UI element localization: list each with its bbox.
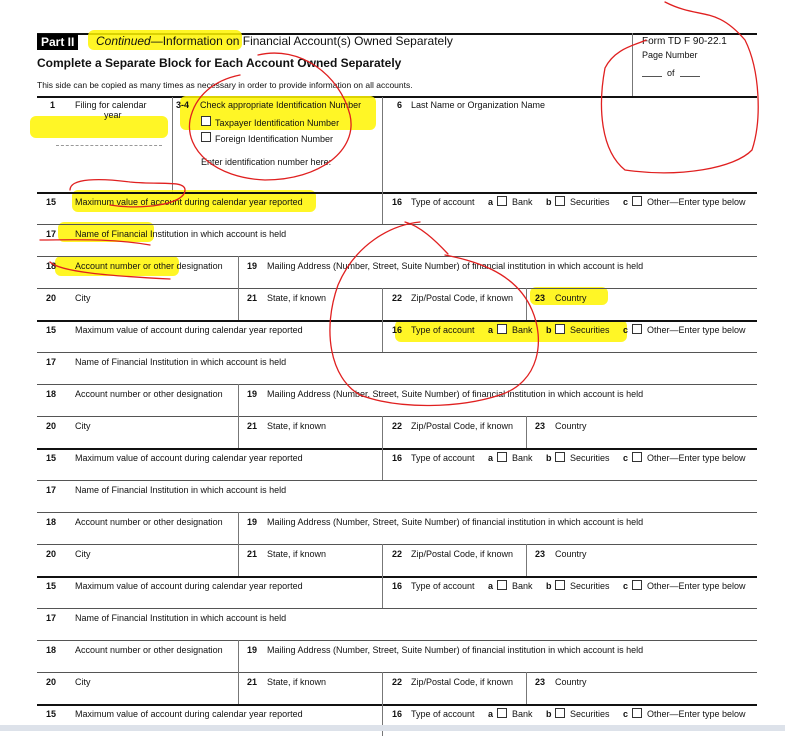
- field19-num: 19: [247, 389, 258, 399]
- field18-num: 18: [46, 261, 57, 271]
- column-divider: [238, 512, 239, 544]
- bank-checkbox[interactable]: [497, 196, 507, 206]
- row-divider: [37, 544, 757, 545]
- field20-num: 20: [46, 421, 57, 431]
- part-title-text: —Information on Financial Account(s) Owned Separately: [150, 34, 453, 48]
- bank-checkbox[interactable]: [497, 708, 507, 718]
- securities-label: Securities: [570, 325, 610, 335]
- field20-num: 20: [46, 549, 57, 559]
- field16-num: 16: [392, 453, 403, 463]
- column-divider: [238, 384, 239, 416]
- other-label: Other—Enter type below: [647, 197, 746, 207]
- account-number-input[interactable]: [75, 272, 230, 286]
- foreign-id-label: Foreign Identification Number: [215, 134, 334, 144]
- field18-label: Account number or other designation: [75, 517, 223, 527]
- column-divider: [382, 448, 383, 480]
- max-value-input[interactable]: [75, 208, 375, 222]
- max-value-input[interactable]: [75, 592, 375, 606]
- row-divider: [37, 608, 757, 609]
- row-divider: [37, 640, 757, 641]
- field21-label: State, if known: [267, 549, 327, 559]
- mailing-address-input[interactable]: [267, 272, 747, 286]
- field19-label: Mailing Address (Number, Street, Suite Number) of financial institution in which account is held: [267, 517, 644, 527]
- securities-checkbox[interactable]: [555, 708, 565, 718]
- column-divider: [382, 192, 383, 224]
- enter-id-label: Enter identification number here:: [201, 157, 332, 167]
- field15-num: 15: [46, 709, 57, 719]
- field18-label: Account number or other designation: [75, 389, 223, 399]
- securities-label: Securities: [570, 197, 610, 207]
- field23-label: Country: [555, 293, 587, 303]
- field23-label: Country: [555, 421, 587, 431]
- option-c: c: [623, 709, 629, 719]
- field17-num: 17: [46, 613, 57, 623]
- other-checkbox[interactable]: [632, 580, 642, 590]
- field18-label: Account number or other designation: [75, 261, 223, 271]
- field22-label: Zip/Postal Code, if known: [411, 293, 514, 303]
- field15-num: 15: [46, 325, 57, 335]
- bank-label: Bank: [512, 709, 533, 719]
- row-divider: [37, 224, 757, 225]
- field21-label: State, if known: [267, 677, 327, 687]
- column-divider: [238, 672, 239, 704]
- field23-num: 23: [535, 677, 546, 687]
- other-label: Other—Enter type below: [647, 453, 746, 463]
- securities-checkbox[interactable]: [555, 324, 565, 334]
- field16-num: 16: [392, 325, 403, 335]
- securities-checkbox[interactable]: [555, 580, 565, 590]
- option-a: a: [488, 453, 494, 463]
- bank-checkbox[interactable]: [497, 452, 507, 462]
- field23-label: Country: [555, 677, 587, 687]
- bank-label: Bank: [512, 581, 533, 591]
- option-a: a: [488, 325, 494, 335]
- column-divider: [382, 320, 383, 352]
- field15-num: 15: [46, 453, 57, 463]
- field21-label: State, if known: [267, 293, 327, 303]
- field16-label: Type of account: [411, 453, 475, 463]
- row-divider: [37, 288, 757, 289]
- column-divider: [382, 416, 383, 448]
- column-divider: [526, 672, 527, 704]
- field16-label: Type of account: [411, 709, 475, 719]
- other-checkbox[interactable]: [632, 452, 642, 462]
- column-divider: [382, 544, 383, 576]
- row-divider: [37, 256, 757, 257]
- option-c: c: [623, 197, 629, 207]
- field20-num: 20: [46, 677, 57, 687]
- instruction-note: This side can be copied as many times as necessary in order to provide information on all accounts.: [37, 80, 413, 90]
- field16-num: 16: [392, 709, 403, 719]
- account-number-input[interactable]: [75, 400, 230, 414]
- annotation-circle-page-number: [602, 2, 759, 173]
- option-a: a: [488, 709, 494, 719]
- item1-label: Filing for calendar: [75, 100, 147, 110]
- column-divider: [382, 704, 383, 736]
- bank-checkbox[interactable]: [497, 324, 507, 334]
- field19-num: 19: [247, 517, 258, 527]
- block-divider: [37, 704, 757, 706]
- field15-num: 15: [46, 197, 57, 207]
- securities-checkbox[interactable]: [555, 452, 565, 462]
- field23-num: 23: [535, 293, 546, 303]
- option-b: b: [546, 325, 552, 335]
- part-title: [96, 34, 453, 48]
- field16-label: Type of account: [411, 581, 475, 591]
- field21-label: State, if known: [267, 421, 327, 431]
- field17-label: Name of Financial Institution in which account is held: [75, 229, 287, 239]
- continued-label: Continued: [96, 34, 151, 48]
- page-number-label: Page Number: [642, 50, 698, 60]
- other-label: Other—Enter type below: [647, 581, 746, 591]
- other-checkbox[interactable]: [632, 196, 642, 206]
- option-c: c: [623, 581, 629, 591]
- row-divider: [37, 672, 757, 673]
- mailing-address-input[interactable]: [267, 400, 747, 414]
- item6-label: Last Name or Organization Name: [411, 100, 546, 110]
- bank-label: Bank: [512, 325, 533, 335]
- row-divider: [37, 352, 757, 353]
- field18-num: 18: [46, 517, 57, 527]
- field19-label: Mailing Address (Number, Street, Suite Number) of financial institution in which account is held: [267, 389, 644, 399]
- field18-num: 18: [46, 645, 57, 655]
- field21-num: 21: [247, 421, 258, 431]
- field21-num: 21: [247, 293, 258, 303]
- account-number-input[interactable]: [75, 528, 230, 542]
- field22-label: Zip/Postal Code, if known: [411, 421, 514, 431]
- field19-label: Mailing Address (Number, Street, Suite Number) of financial institution in which account is held: [267, 261, 644, 271]
- column-divider: [526, 416, 527, 448]
- column-divider: [238, 416, 239, 448]
- row-divider: [37, 416, 757, 417]
- form-number: Form TD F 90-22.1: [642, 36, 727, 47]
- option-b: b: [546, 709, 552, 719]
- block-divider: [37, 192, 757, 194]
- field17-num: 17: [46, 229, 57, 239]
- field19-label: Mailing Address (Number, Street, Suite Number) of financial institution in which account is held: [267, 645, 644, 655]
- field20-label: City: [75, 293, 91, 303]
- field18-label: Account number or other designation: [75, 645, 223, 655]
- option-b: b: [546, 581, 552, 591]
- subtitle: Complete a Separate Block for Each Account Owned Separately: [37, 56, 402, 70]
- field16-label: Type of account: [411, 197, 475, 207]
- highlight-year: [30, 116, 168, 138]
- option-c: c: [623, 325, 629, 335]
- option-a: a: [488, 581, 494, 591]
- bank-checkbox[interactable]: [497, 580, 507, 590]
- column-divider: [238, 640, 239, 672]
- field22-label: Zip/Postal Code, if known: [411, 549, 514, 559]
- field18-num: 18: [46, 389, 57, 399]
- institution-name-input[interactable]: [75, 368, 745, 382]
- field16-label: Type of account: [411, 325, 475, 335]
- field22-num: 22: [392, 293, 403, 303]
- field17-label: Name of Financial Institution in which account is held: [75, 613, 287, 623]
- institution-name-input[interactable]: [75, 624, 745, 638]
- field16-num: 16: [392, 197, 403, 207]
- field22-num: 22: [392, 421, 403, 431]
- block-divider: [37, 448, 757, 450]
- column-divider: [238, 288, 239, 320]
- mailing-address-input[interactable]: [267, 656, 747, 670]
- field23-num: 23: [535, 421, 546, 431]
- field21-num: 21: [247, 549, 258, 559]
- column-divider: [238, 544, 239, 576]
- field23-num: 23: [535, 549, 546, 559]
- securities-checkbox[interactable]: [555, 196, 565, 206]
- max-value-input[interactable]: [75, 464, 375, 478]
- taxpayer-id-checkbox[interactable]: [201, 116, 211, 126]
- of-label: of: [667, 68, 675, 78]
- field15-label: Maximum value of account during calendar year reported: [75, 325, 303, 335]
- column-divider: [382, 672, 383, 704]
- bank-label: Bank: [512, 197, 533, 207]
- column-divider: [382, 288, 383, 320]
- field22-num: 22: [392, 549, 403, 559]
- row-divider: [37, 512, 757, 513]
- field23-label: Country: [555, 549, 587, 559]
- item1-num: 1: [50, 100, 56, 110]
- account-number-input[interactable]: [75, 656, 230, 670]
- option-a: a: [488, 197, 494, 207]
- taxpayer-id-label: Taxpayer Identification Number: [215, 118, 340, 128]
- block-divider: [37, 320, 757, 322]
- field15-num: 15: [46, 581, 57, 591]
- field15-label: Maximum value of account during calendar year reported: [75, 197, 303, 207]
- foreign-id-checkbox[interactable]: [201, 132, 211, 142]
- field17-label: Name of Financial Institution in which account is held: [75, 485, 287, 495]
- institution-name-input[interactable]: [75, 240, 745, 254]
- column-divider: [238, 256, 239, 288]
- field16-num: 16: [392, 581, 403, 591]
- bank-label: Bank: [512, 453, 533, 463]
- field19-num: 19: [247, 645, 258, 655]
- field17-label: Name of Financial Institution in which account is held: [75, 357, 287, 367]
- block-divider: [37, 576, 757, 578]
- item6-num: 6: [397, 100, 403, 110]
- row-divider: [37, 480, 757, 481]
- option-b: b: [546, 197, 552, 207]
- other-label: Other—Enter type below: [647, 709, 746, 719]
- item34-label: Check appropriate Identification Number: [200, 100, 362, 110]
- viewer-bottom-bar: [0, 725, 785, 731]
- other-checkbox[interactable]: [632, 708, 642, 718]
- max-value-input[interactable]: [75, 336, 375, 350]
- field22-num: 22: [392, 677, 403, 687]
- field20-num: 20: [46, 293, 57, 303]
- option-c: c: [623, 453, 629, 463]
- field15-label: Maximum value of account during calendar year reported: [75, 453, 303, 463]
- field15-label: Maximum value of account during calendar year reported: [75, 709, 303, 719]
- row-divider: [37, 384, 757, 385]
- institution-name-input[interactable]: [75, 496, 745, 510]
- column-divider: [526, 288, 527, 320]
- field17-num: 17: [46, 357, 57, 367]
- securities-label: Securities: [570, 581, 610, 591]
- other-checkbox[interactable]: [632, 324, 642, 334]
- page-number-field[interactable]: [642, 66, 662, 77]
- field21-num: 21: [247, 677, 258, 687]
- item34-num: 3-4: [176, 100, 190, 110]
- part-label: Part II: [37, 34, 78, 50]
- page-total-field[interactable]: [680, 66, 700, 77]
- field20-label: City: [75, 677, 91, 687]
- field19-num: 19: [247, 261, 258, 271]
- securities-label: Securities: [570, 453, 610, 463]
- field15-label: Maximum value of account during calendar year reported: [75, 581, 303, 591]
- mailing-address-input[interactable]: [267, 528, 747, 542]
- other-label: Other—Enter type below: [647, 325, 746, 335]
- item1-label-year: year: [104, 110, 122, 120]
- column-divider: [526, 544, 527, 576]
- field20-label: City: [75, 549, 91, 559]
- field20-label: City: [75, 421, 91, 431]
- field22-label: Zip/Postal Code, if known: [411, 677, 514, 687]
- column-divider: [382, 576, 383, 608]
- field17-num: 17: [46, 485, 57, 495]
- securities-label: Securities: [570, 709, 610, 719]
- calendar-year-field[interactable]: [56, 143, 162, 146]
- option-b: b: [546, 453, 552, 463]
